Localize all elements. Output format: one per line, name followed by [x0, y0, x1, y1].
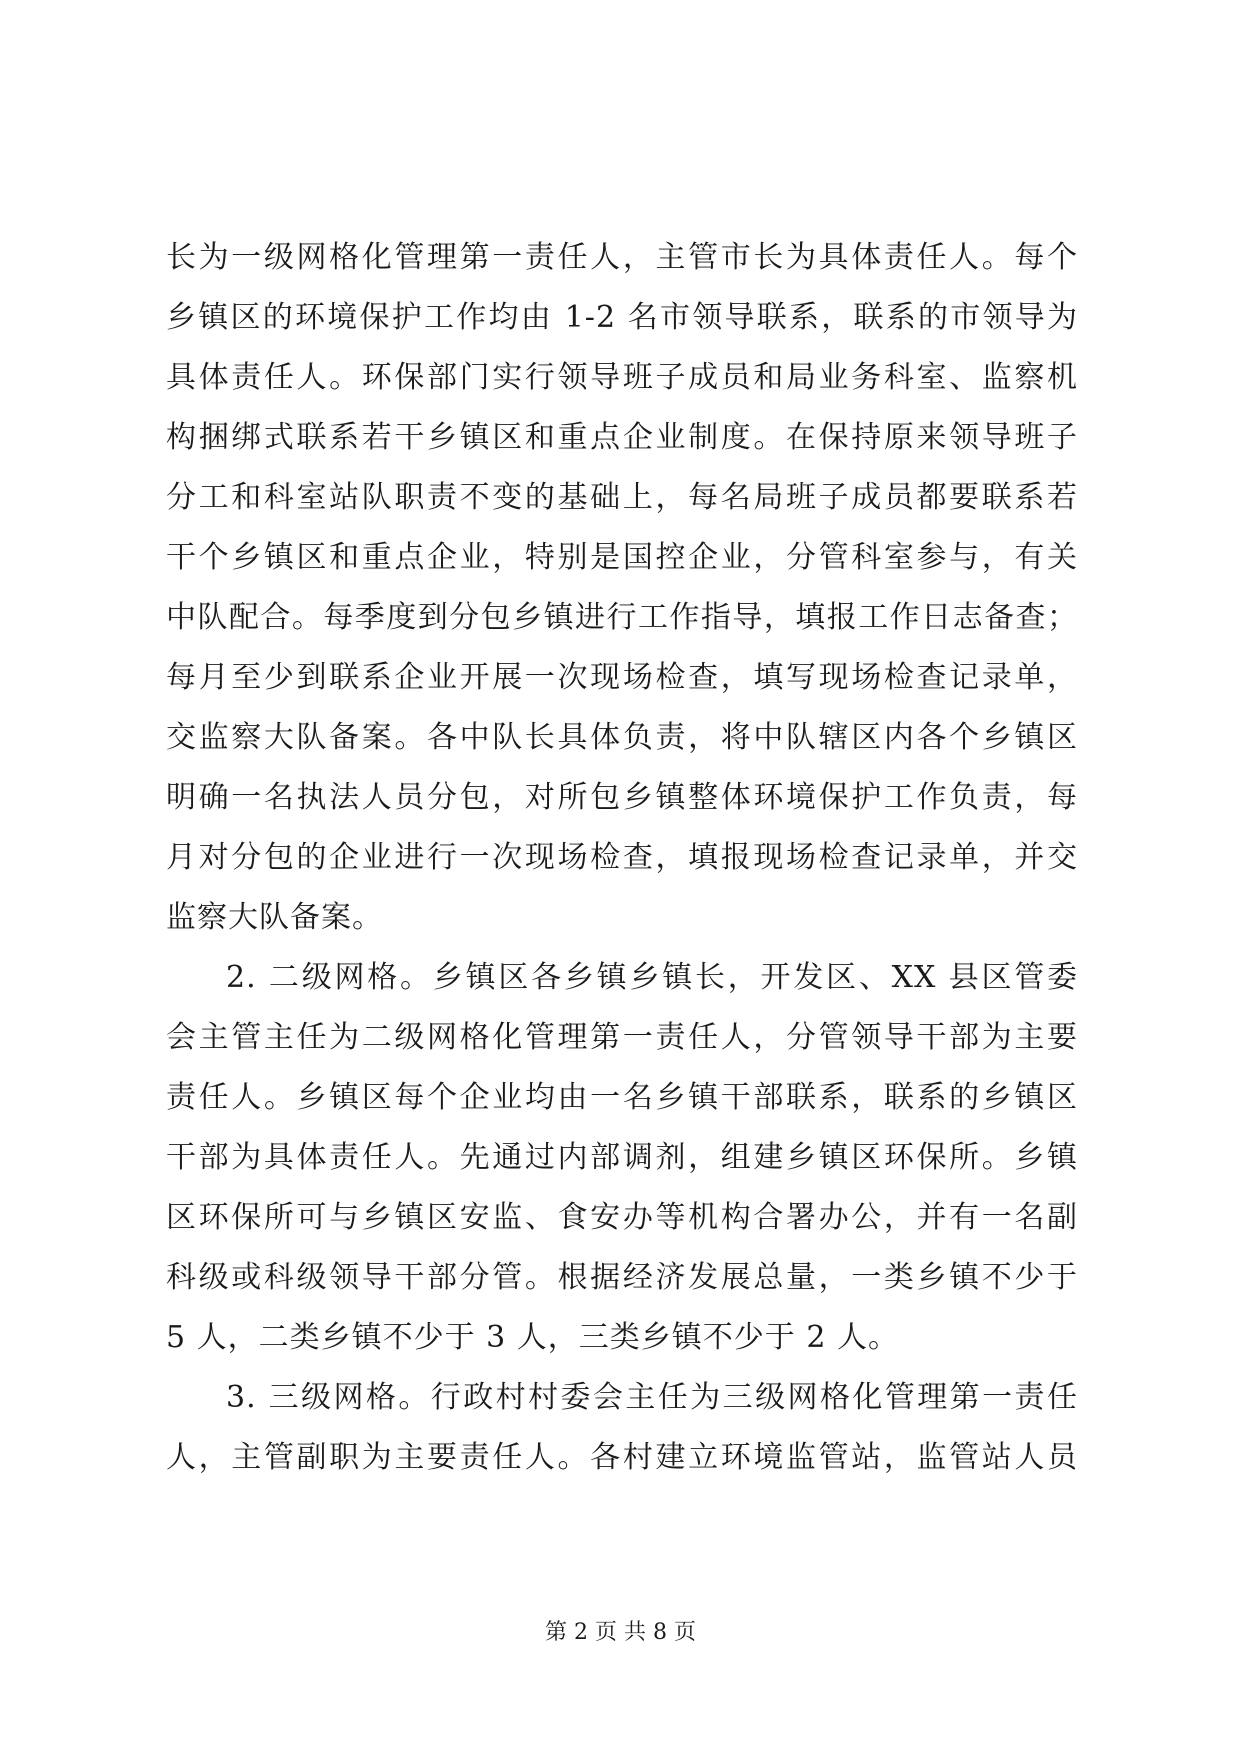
text-line: 干部为具体责任人。先通过内部调剂，组建乡镇区环保所。乡镇: [166, 1140, 1078, 1175]
text-line: 人，主管副职为主要责任人。各村建立环境监管站，监管站人员: [166, 1440, 1078, 1475]
page-footer: 第 2 页 共 8 页: [545, 1620, 696, 1645]
text-line: 责任人。乡镇区每个企业均由一名乡镇干部联系，联系的乡镇区: [166, 1080, 1078, 1115]
text-line: 构捆绑式联系若干乡镇区和重点企业制度。在保持原来领导班子: [166, 420, 1078, 455]
text-line: 明确一名执法人员分包，对所包乡镇整体环境保护工作负责，每: [166, 780, 1078, 815]
section-heading-line: 3. 三级网格。行政村村委会主任为三级网格化管理第一责任: [226, 1380, 1078, 1415]
text-line: 5 人，二类乡镇不少于 3 人，三类乡镇不少于 2 人。: [166, 1320, 899, 1355]
text-line: 科级或科级领导干部分管。根据经济发展总量，一类乡镇不少于: [166, 1260, 1078, 1295]
text-line: 长为一级网格化管理第一责任人，主管市长为具体责任人。每个: [166, 240, 1078, 275]
body-text: [166, 228, 1078, 1488]
text-line: 分工和科室站队职责不变的基础上，每名局班子成员都要联系若: [166, 480, 1078, 515]
text-line: 干个乡镇区和重点企业，特别是国控企业，分管科室参与，有关: [166, 540, 1078, 575]
text-line: 监察大队备案。: [166, 900, 383, 935]
text-line: 乡镇区的环境保护工作均由 1-2 名市领导联系，联系的市领导为: [166, 300, 1078, 335]
text-line: 月对分包的企业进行一次现场检查，填报现场检查记录单，并交: [166, 840, 1078, 875]
text-line: 区环保所可与乡镇区安监、食安办等机构合署办公，并有一名副: [166, 1200, 1078, 1235]
text-line: 具体责任人。环保部门实行领导班子成员和局业务科室、监察机: [166, 360, 1078, 395]
text-line: 交监察大队备案。各中队长具体负责，将中队辖区内各个乡镇区: [166, 720, 1078, 755]
text-line: 中队配合。每季度到分包乡镇进行工作指导，填报工作日志备查；: [166, 600, 1078, 635]
text-line: 会主管主任为二级网格化管理第一责任人，分管领导干部为主要: [166, 1020, 1078, 1055]
text-line: 每月至少到联系企业开展一次现场检查，填写现场检查记录单，: [166, 660, 1078, 695]
section-heading-line: 2. 二级网格。乡镇区各乡镇乡镇长，开发区、XX 县区管委: [226, 960, 1078, 995]
